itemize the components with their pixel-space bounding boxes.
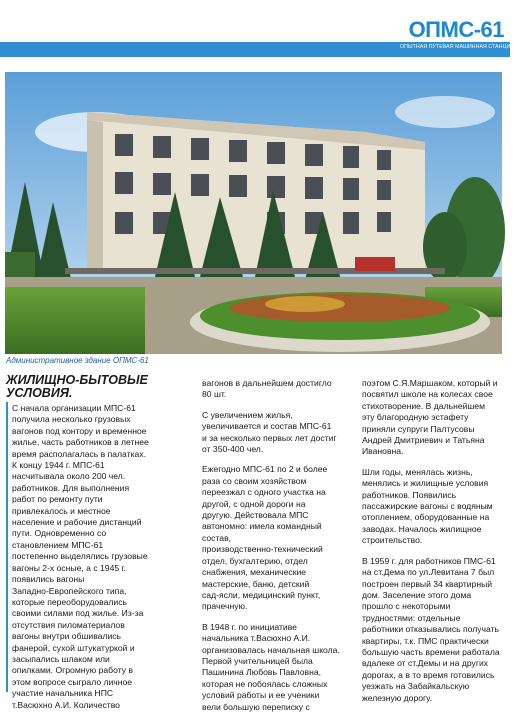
- paragraph: С начала организации МПС-61 получила несколько грузовых вагонов под контору и временное жилье, часть работников в летнее время располагалась в палатках. К концу 1944 г. МПС-61 насчитывала около 200 чел. работников. Для выполнения работ по ремонту пути привлекалось и местное население и рабочие дистанций пути. Одновременно со становлением МПС-61 постепенно выделялись грузовые вагоны 2-х осные, а с 1945 г. появились вагоны Западно-Европейского типа, которые переоборудовались своими силами под жилье. Из-за отсутствия пиломатериалов вагоны внутри обшивались фанерой, сухой штукатуркой и засыпались шлаком или опилками. Огромную работу в этом вопросе сыграло личное участие начальника НПС т.Васюхно А.И. Количество: [12, 403, 149, 710]
- paragraph: С увеличением жилья, увеличивается и состав МПС-61 и за несколько первых лет достиг от 350-400 чел.: [202, 409, 337, 455]
- paragraph: поэтом С.Я.Маршаком, который и посвятил школе на колесах свое стихотворение. В дальнейшем эту благородную эстафету приняли супруги Палтусовы Андрей Дмитриевич и Татьяна Ивановна.: [362, 378, 498, 457]
- admin-building: [87, 112, 425, 272]
- photo-caption: Административное здание ОПМС-61: [6, 356, 149, 365]
- logo-title: ОПМС-61: [400, 18, 504, 42]
- paragraph: вагонов в дальнейшем достигло 80 шт.: [202, 378, 332, 400]
- logo: [400, 17, 529, 60]
- parked-car: [355, 257, 395, 271]
- building-photo: [5, 72, 502, 354]
- article-column-2: [202, 378, 352, 722]
- article-headline: ЖИЛИЩНО-БЫТОВЫЕ УСЛОВИЯ.: [6, 373, 148, 400]
- accent-rule: [6, 402, 8, 692]
- paragraph: В 1948 г. по инициативе начальника т.Васюхно А.И. организовалась начальная школа. Первой учительницей была Пашинина Любовь Павловна, которая не побоялась сложных условий работы и ее ученики вели большую переписку с: [202, 621, 340, 712]
- article-column-3: [362, 378, 506, 713]
- paragraph: Ежегодно МПС-61 по 2 и более раза со своим хозяйством переезжал с одного участка на другой, с одной дороги на другую. Действовала МПС автономно: имела командный состав, производственно-технический отдел, бухгалтерию, отдел снабжения, механические мастерские, баню, детский сад-ясли, медицинский пункт, прачечную.: [202, 464, 328, 612]
- building-photo-drawing: [5, 72, 502, 354]
- paragraph: В 1959 г. для работников ПМС-61 на ст.Дема по ул.Левитана 7 был построен первый 34 квартирный дом. Заселение этого дома прошло с некоторыми трудностями: отдельные работники отказывались получать квартиры, т.к. ПМС практически большую часть времени работала вдалеке от ст.Демы и на других дорогах, а в то время готовились уезжать на Забайкальскую железную дорогу.: [362, 555, 500, 703]
- paragraph: Шли годы, менялась жизнь, менялись и жилищные условия работников. Появились пассажирские вагоны с водяным отоплением, оборудованные на заводах. Началось жилищное строительство.: [362, 466, 493, 546]
- article-column-1: [6, 374, 194, 720]
- logo-subtitle: ОПЫТНАЯ ПУТЕВАЯ МАШИННАЯ СТАНЦИЯ № 61: [400, 44, 529, 50]
